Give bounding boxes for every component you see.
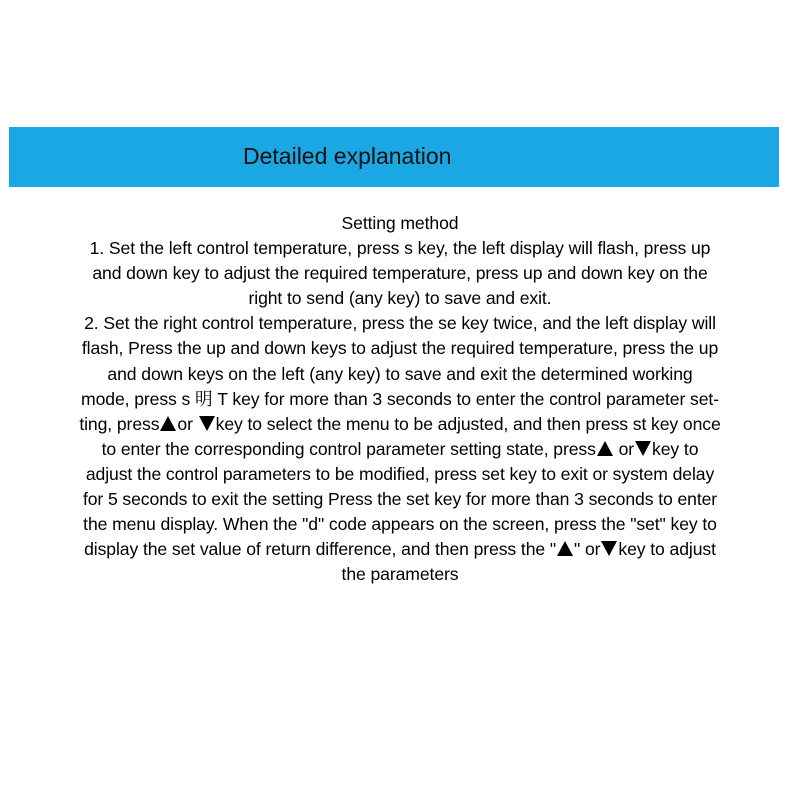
text-fragment: ting, press — [79, 413, 160, 434]
header-title: Detailed explanation — [243, 143, 452, 169]
text-line-with-icons — [8, 537, 792, 562]
setting-method-text — [8, 211, 792, 587]
text-fragment: key to adjust — [618, 539, 716, 560]
up-triangle-icon — [557, 541, 573, 556]
text-fragment: display the set value of return difference, and then press the " — [84, 539, 557, 560]
text-line: 2. Set the right control temperature, press the se key twice, and the left display will — [84, 313, 716, 334]
text-line: for 5 seconds to exit the setting Press the set key for more than 3 seconds to enter — [82, 489, 718, 510]
text-line: mode, press s 明 T key for more than 3 seconds to enter the control parameter set- — [81, 388, 719, 409]
text-line: adjust the control parameters to be modified, press set key to exit or system delay — [85, 463, 715, 484]
text-line-with-icons — [8, 412, 792, 437]
text-fragment: to enter the corresponding control parameter setting state, press — [101, 438, 596, 459]
down-triangle-icon — [601, 541, 617, 556]
text-fragment: key to select the menu to be adjusted, and then press st key once — [215, 413, 721, 434]
text-fragment: " or — [574, 539, 601, 560]
header-banner — [9, 127, 779, 187]
down-triangle-icon — [635, 441, 651, 456]
text-line: the parameters — [341, 564, 459, 585]
up-triangle-icon — [160, 416, 176, 431]
text-line: 1. Set the left control temperature, press s key, the left display will flash, press up — [89, 238, 711, 259]
text-line: right to send (any key) to save and exit. — [248, 288, 552, 309]
text-line: the menu display. When the "d" code appears on the screen, press the "set" key to — [83, 514, 717, 535]
up-triangle-icon — [597, 441, 613, 456]
text-line: and down keys on the left (any key) to save and exit the determined working — [107, 363, 693, 384]
section-heading: Setting method — [341, 213, 459, 233]
text-fragment: key to — [652, 438, 699, 459]
text-fragment: or — [613, 438, 635, 459]
text-fragment: or — [177, 413, 198, 434]
text-line: and down key to adjust the required temperature, press up and down key on the — [92, 263, 708, 284]
text-line-with-icons — [8, 437, 792, 462]
down-triangle-icon — [199, 416, 215, 431]
text-line: flash, Press the up and down keys to adjust the required temperature, press the up — [81, 338, 719, 359]
